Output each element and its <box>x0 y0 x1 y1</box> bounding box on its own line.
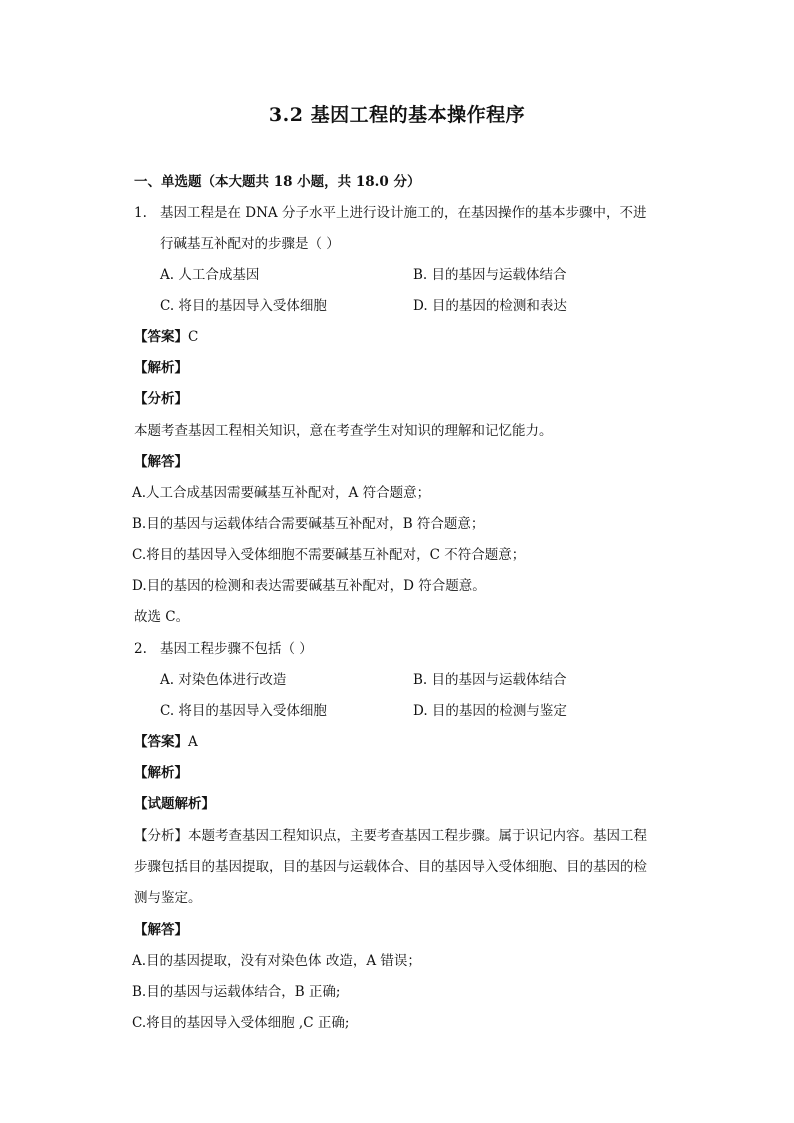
q1-stem-line2: 行碱基互补配对的步骤是（ ） <box>160 236 340 252</box>
q2-jieda-line: A.目的基因提取，没有对染色体 改造，A 错误； <box>132 953 421 969</box>
q2-answer-value: A <box>188 734 198 750</box>
q2-stem-line1: 基因工程步骤不包括（ ） <box>160 641 313 657</box>
section-header: 一、单选题（本大题共 18 小题，共 18.0 分） <box>134 174 421 190</box>
q1-fenxi-text: 本题考查基因工程相关知识，意在考查学生对知识的理解和记忆能力。 <box>134 423 553 439</box>
q1-fenxi-label: 【分析】 <box>134 391 188 407</box>
q1-conclusion: 故选 C。 <box>134 609 190 625</box>
q2-option-c: C. 将目的基因导入受体细胞 <box>160 703 327 719</box>
q1-option-b: B. 目的基因与运载体结合 <box>413 267 567 283</box>
q2-fenxi-line3: 测与鉴定。 <box>134 890 202 906</box>
q2-answer-label: 【答案】 <box>134 734 188 750</box>
q2-jieda-line: B.目的基因与运载体结合，B 正确; <box>132 984 341 1000</box>
q1-jieda-line: A.人工合成基因需要碱基互补配对，A 符合题意； <box>132 485 431 501</box>
q2-option-d: D. 目的基因的检测与鉴定 <box>413 703 567 719</box>
q2-fenxi-line2: 步骤包括目的基因提取，目的基因与运载体合、目的基因导入受体细胞、目的基因的检 <box>134 859 647 875</box>
q2-fenxi-line1: 【分析】本题考查基因工程知识点，主要考查基因工程步骤。属于识记内容。基因工程 <box>134 828 647 844</box>
q1-jieda-line: B.目的基因与运载体结合需要碱基互补配对，B 符合题意； <box>132 516 485 532</box>
q1-jieda-line: D.目的基因的检测和表达需要碱基互补配对，D 符合题意。 <box>132 578 486 594</box>
q1-jieda-line: C.将目的基因导入受体细胞不需要碱基互补配对，C 不符合题意； <box>132 547 526 563</box>
q2-jieda-line: C.将目的基因导入受体细胞 ,C 正确; <box>132 1015 350 1031</box>
page-title: 3.2 基因工程的基本操作程序 <box>268 104 526 126</box>
q2-analysis-label: 【解析】 <box>134 765 188 781</box>
q2-number: 2. <box>134 641 147 657</box>
q1-jieda-label: 【解答】 <box>134 454 188 470</box>
q1-answer-label: 【答案】 <box>134 329 188 345</box>
q1-stem-line1: 基因工程是在 DNA 分子水平上进行设计施工的，在基因操作的基本步骤中，不进 <box>160 205 647 221</box>
q2-option-a: A. 对染色体进行改造 <box>160 672 287 688</box>
q1-answer <box>134 327 198 347</box>
q1-number: 1. <box>134 205 147 221</box>
q2-shiti-label: 【试题解析】 <box>134 796 215 812</box>
q2-answer <box>134 732 198 752</box>
q1-answer-value: C <box>188 329 199 345</box>
q2-option-b: B. 目的基因与运载体结合 <box>413 672 567 688</box>
q1-option-c: C. 将目的基因导入受体细胞 <box>160 298 327 314</box>
q1-option-d: D. 目的基因的检测和表达 <box>413 298 567 314</box>
q2-jieda-label: 【解答】 <box>134 922 188 938</box>
q1-analysis-label: 【解析】 <box>134 360 188 376</box>
q1-option-a: A. 人工合成基因 <box>160 267 260 283</box>
